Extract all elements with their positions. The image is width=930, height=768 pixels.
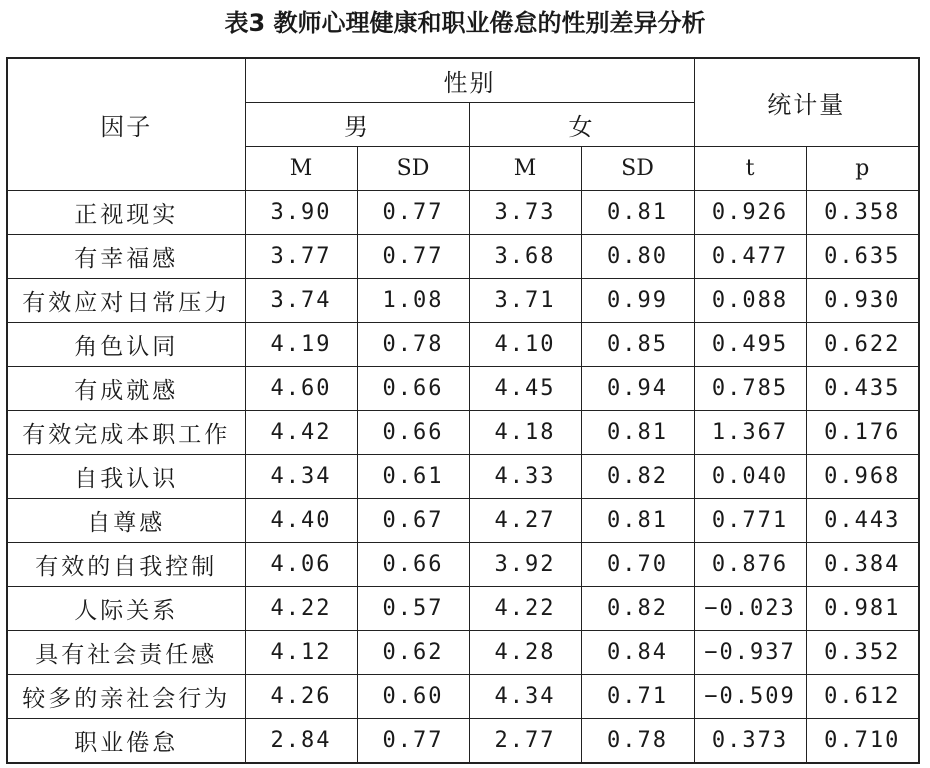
value-cell-female-sd: 0.70	[581, 543, 694, 587]
factor-cell: 人际关系	[7, 587, 245, 631]
value-cell-female-m: 3.68	[469, 235, 581, 279]
value-cell-p: 0.930	[806, 279, 919, 323]
value-cell-male-m: 4.40	[245, 499, 357, 543]
value-cell-male-m: 4.34	[245, 455, 357, 499]
table-row	[7, 367, 919, 411]
value-cell-female-sd: 0.84	[581, 631, 694, 675]
value-cell-male-m: 3.77	[245, 235, 357, 279]
header-sub-female-sd: SD	[581, 147, 694, 191]
value-cell-male-sd: 0.67	[357, 499, 469, 543]
value-cell-female-sd: 0.99	[581, 279, 694, 323]
value-cell-female-m: 4.28	[469, 631, 581, 675]
value-cell-female-sd: 0.81	[581, 191, 694, 235]
value-cell-female-sd: 0.94	[581, 367, 694, 411]
value-cell-t: 0.495	[694, 323, 806, 367]
value-cell-p: 0.176	[806, 411, 919, 455]
value-cell-t: −0.509	[694, 675, 806, 719]
table-row	[7, 323, 919, 367]
factor-cell: 正视现实	[7, 191, 245, 235]
header-female: 女	[469, 103, 694, 147]
value-cell-female-m: 4.22	[469, 587, 581, 631]
value-cell-p: 0.622	[806, 323, 919, 367]
value-cell-male-sd: 0.62	[357, 631, 469, 675]
value-cell-female-m: 4.34	[469, 675, 581, 719]
value-cell-p: 0.968	[806, 455, 919, 499]
factor-cell: 有效完成本职工作	[7, 411, 245, 455]
factor-cell: 有成就感	[7, 367, 245, 411]
value-cell-female-m: 4.10	[469, 323, 581, 367]
value-cell-female-m: 3.92	[469, 543, 581, 587]
value-cell-t: 0.771	[694, 499, 806, 543]
value-cell-t: 0.040	[694, 455, 806, 499]
factor-cell: 职业倦怠	[7, 719, 245, 764]
table-row	[7, 191, 919, 235]
header-sub-male-sd: SD	[357, 147, 469, 191]
table-row	[7, 675, 919, 719]
header-row-top	[7, 58, 919, 103]
value-cell-male-m: 4.19	[245, 323, 357, 367]
factor-cell: 角色认同	[7, 323, 245, 367]
value-cell-female-m: 4.27	[469, 499, 581, 543]
value-cell-male-sd: 0.60	[357, 675, 469, 719]
table-row	[7, 455, 919, 499]
table-row	[7, 719, 919, 764]
value-cell-t: 0.373	[694, 719, 806, 764]
value-cell-t: 0.477	[694, 235, 806, 279]
factor-cell: 较多的亲社会行为	[7, 675, 245, 719]
value-cell-male-sd: 0.77	[357, 235, 469, 279]
value-cell-t: 0.088	[694, 279, 806, 323]
factor-cell: 有效的自我控制	[7, 543, 245, 587]
value-cell-female-sd: 0.81	[581, 411, 694, 455]
header-sub-t: t	[694, 147, 806, 191]
table-row	[7, 587, 919, 631]
value-cell-p: 0.710	[824, 728, 901, 753]
value-cell-t: −0.023	[694, 587, 806, 631]
header-factor: 因子	[7, 58, 245, 191]
value-cell-male-m: 2.84	[245, 719, 357, 764]
value-cell-female-m: 4.33	[469, 455, 581, 499]
value-cell-p: 0.612	[806, 675, 919, 719]
header-male: 男	[245, 103, 469, 147]
value-cell-t: 0.876	[694, 543, 806, 587]
table-title: 表3 教师心理健康和职业倦怠的性别差异分析	[224, 9, 706, 37]
header-sub-p: p	[806, 147, 919, 191]
value-cell-male-m: 4.12	[245, 631, 357, 675]
value-cell-t: −0.937	[694, 631, 806, 675]
factor-cell: 自尊感	[7, 499, 245, 543]
header-gender: 性别	[245, 58, 694, 103]
value-cell-male-sd: 0.66	[357, 543, 469, 587]
table-row	[7, 411, 919, 455]
value-cell-male-m: 4.42	[245, 411, 357, 455]
value-cell-male-m: 4.26	[245, 675, 357, 719]
header-statistic: 统计量	[694, 58, 919, 147]
table-row	[7, 499, 919, 543]
value-cell-p: 0.443	[806, 499, 919, 543]
value-cell-male-sd: 0.66	[357, 367, 469, 411]
factor-cell: 有幸福感	[7, 235, 245, 279]
value-cell-female-m: 3.71	[469, 279, 581, 323]
value-cell-female-sd: 0.78	[581, 719, 694, 764]
value-cell-male-sd: 1.08	[357, 279, 469, 323]
value-cell-male-m: 4.60	[245, 367, 357, 411]
factor-cell: 具有社会责任感	[7, 631, 245, 675]
value-cell-female-m: 3.73	[469, 191, 581, 235]
value-cell-female-m: 4.45	[469, 367, 581, 411]
header-sub-male-m: M	[245, 147, 357, 191]
value-cell-male-sd: 0.77	[357, 191, 469, 235]
value-cell-male-m: 3.90	[245, 191, 357, 235]
value-cell-p: 0.384	[806, 543, 919, 587]
value-cell-female-sd: 0.81	[581, 499, 694, 543]
value-cell-female-sd: 0.82	[581, 455, 694, 499]
value-cell-female-sd: 0.82	[581, 587, 694, 631]
value-cell-p: 0.635	[806, 235, 919, 279]
table-row	[7, 279, 919, 323]
value-cell-female-m: 4.18	[469, 411, 581, 455]
value-cell-t: 0.926	[694, 191, 806, 235]
table-row	[7, 543, 919, 587]
value-cell-male-sd: 0.57	[357, 587, 469, 631]
value-cell-p: 0.352	[806, 631, 919, 675]
value-cell-p: 0.435	[806, 367, 919, 411]
header-sub-female-m: M	[469, 147, 581, 191]
value-cell-male-m: 4.22	[245, 587, 357, 631]
value-cell-female-sd: 0.85	[581, 323, 694, 367]
value-cell-p: 0.981	[806, 587, 919, 631]
value-cell-male-sd: 0.78	[357, 323, 469, 367]
table-row	[7, 235, 919, 279]
value-cell-t: 1.367	[694, 411, 806, 455]
factor-cell: 有效应对日常压力	[7, 279, 245, 323]
value-cell-p: 0.358	[806, 191, 919, 235]
value-cell-female-sd: 0.71	[581, 675, 694, 719]
value-cell-male-sd: 0.77	[357, 719, 469, 764]
value-cell-female-sd: 0.80	[581, 235, 694, 279]
value-cell-male-m: 4.06	[245, 543, 357, 587]
table-row	[7, 631, 919, 675]
value-cell-male-m: 3.74	[245, 279, 357, 323]
value-cell-male-sd: 0.61	[357, 455, 469, 499]
value-cell-female-m: 2.77	[469, 719, 581, 764]
factor-cell: 自我认识	[7, 455, 245, 499]
value-cell-male-sd: 0.66	[357, 411, 469, 455]
gender-difference-table	[6, 57, 920, 764]
value-cell-t: 0.785	[694, 367, 806, 411]
